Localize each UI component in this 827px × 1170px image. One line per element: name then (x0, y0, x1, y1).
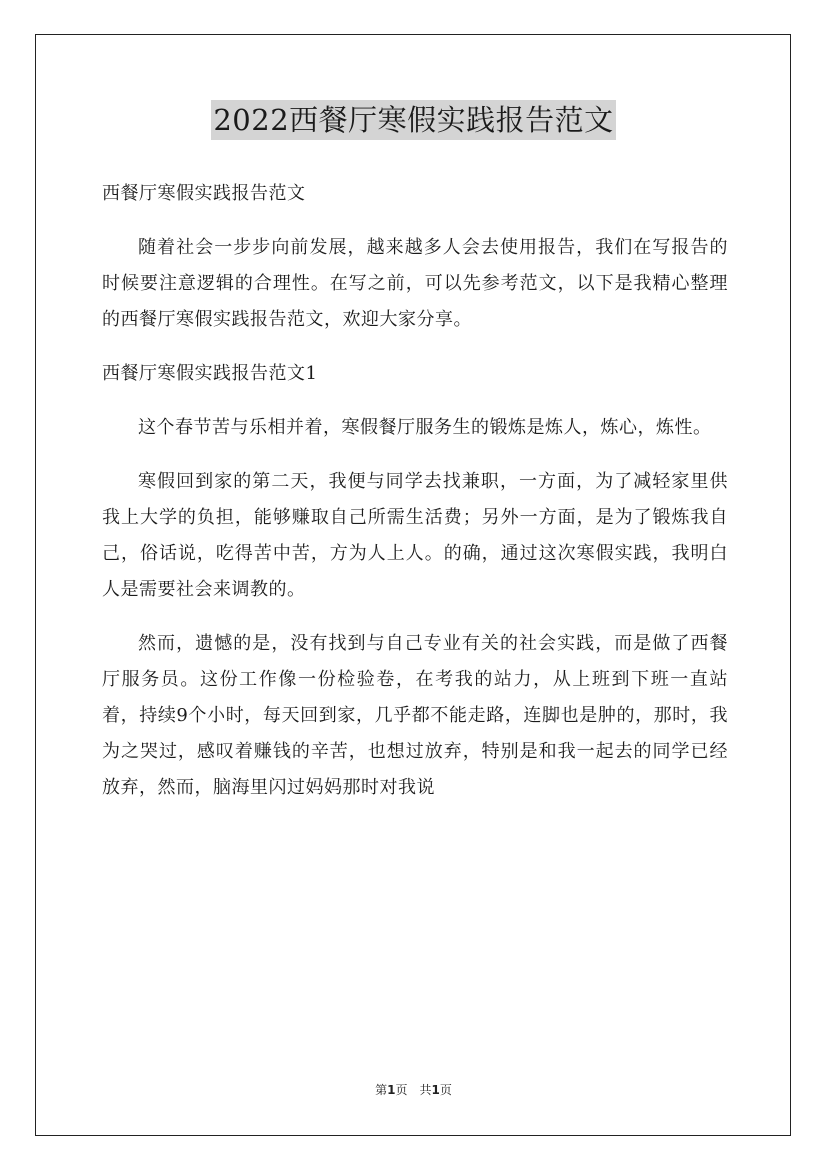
paragraph-body: 然而，遗憾的是，没有找到与自己专业有关的社会实践，而是做了西餐厅服务员。这份工作像一份检验卷，在考我的站力，从上班到下班一直站着，持续9个小时，每天回到家，几乎都不能走路，连脚也是肿的，那时，我为之哭过，感叹着赚钱的辛苦，也想过放弃，特别是和我一起去的同学已经放弃，然而，脑海里闪过妈妈那时对我说 (102, 633, 728, 798)
paragraph-body: 这个春节苦与乐相并着，寒假餐厅服务生的锻炼是炼人，炼心，炼性。 (138, 417, 712, 438)
document-title: 2022西餐厅寒假实践报告范文 (211, 100, 615, 140)
footer-page-prefix: 第 (375, 1083, 388, 1097)
paragraph-body: 寒假回到家的第二天，我便与同学去找兼职，一方面，为了减轻家里供我上大学的负担，能够赚取自己所需生活费；另外一方面，是为了锻炼我自己，俗话说，吃得苦中苦，方为人上人。的确，通过这次寒假实践，我明白人是需要社会来调教的。 (102, 471, 728, 600)
footer-page-total: 1 (431, 1083, 440, 1097)
page-footer (0, 1082, 827, 1098)
paragraph-section-heading: 西餐厅寒假实践报告范文1 (102, 363, 318, 384)
footer-page-mid: 页 共 (395, 1083, 432, 1097)
paragraph-intro: 随着社会一步步向前发展，越来越多人会去使用报告，我们在写报告的时候要注意逻辑的合理性。在写之前，可以先参考范文，以下是我精心整理的西餐厅寒假实践报告范文，欢迎大家分享。 (102, 237, 728, 330)
document-body (102, 176, 728, 824)
footer-page-suffix: 页 (439, 1083, 452, 1097)
title-container (0, 100, 827, 140)
footer-page-current: 1 (387, 1083, 396, 1097)
paragraph-subhead: 西餐厅寒假实践报告范文 (102, 183, 306, 204)
